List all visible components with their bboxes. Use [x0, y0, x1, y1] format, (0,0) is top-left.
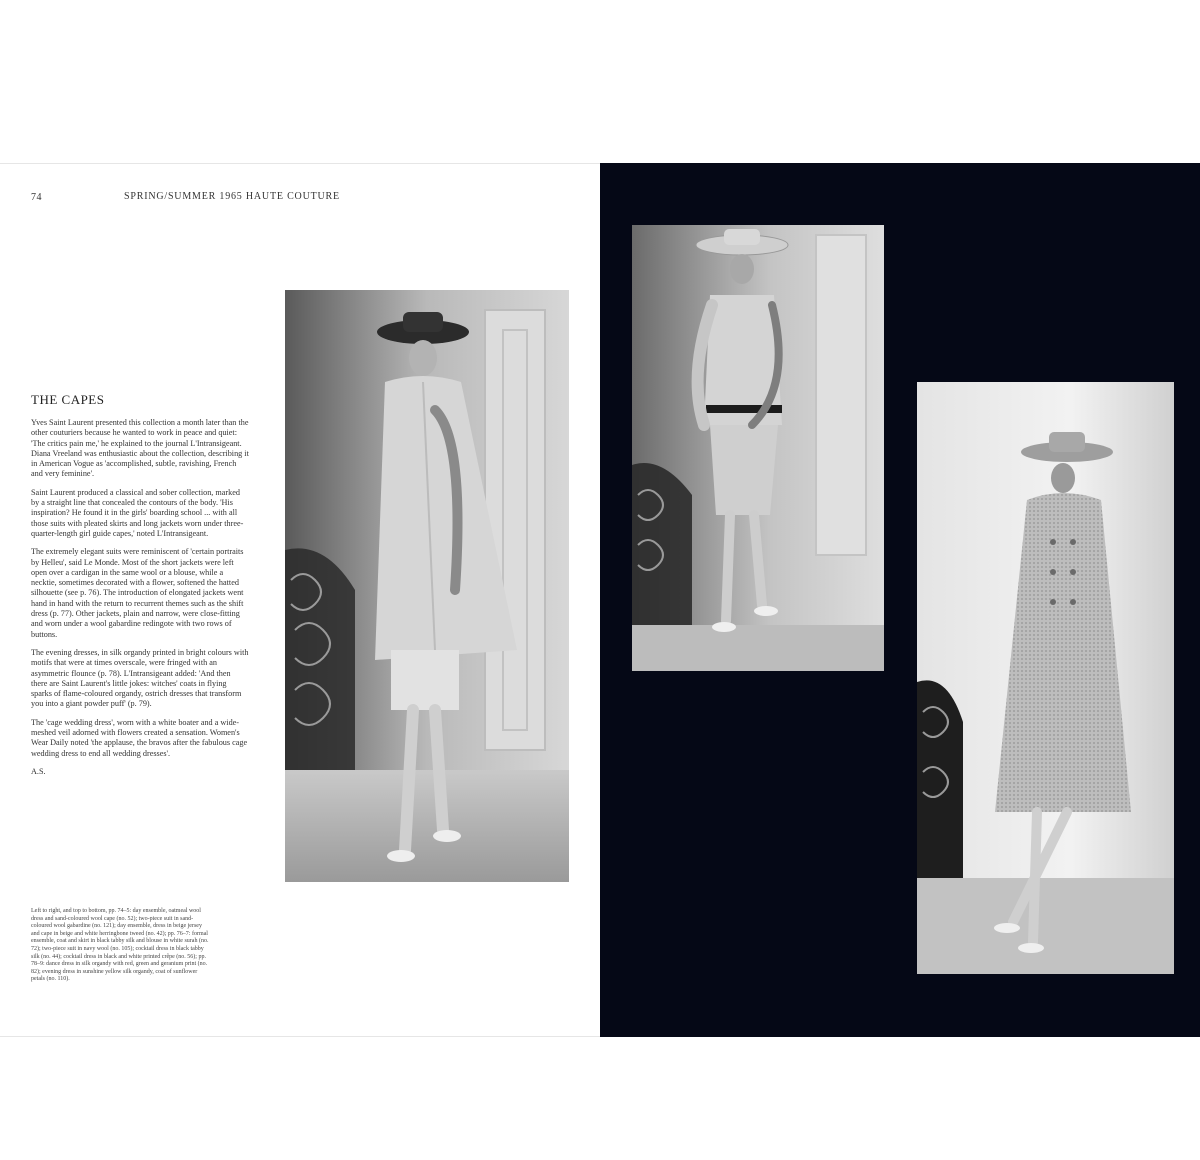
article-paragraph: The extremely elegant suits were reminiscent of 'certain portraits by Helleu', said Le Monde. Most of the short jackets were left open over a cardigan in the same wool or a blouse, while a necktie, sometimes decorated with a flower, softened the hatted silhouette (see p. 76). The introduction of elongated jackets went hand in hand with the return to recurrent themes such as the shift dress (p. 77). Other jackets, plain and narrow, were close-fitting and worn under a wool gabardine redingote with two rows of buttons.	[31, 547, 244, 639]
section-title: THE CAPES	[31, 392, 105, 407]
article-paragraph: The 'cage wedding dress', worn with a white boater and a wide-meshed veil adorned with flowers created a sensation. Women's Wear Daily noted 'the applause, the bravos after the fabulous cage wedding dress to end all wedding dresses'.	[31, 717, 248, 758]
left-page	[0, 163, 600, 1037]
photo-tweed-cape	[917, 382, 1174, 974]
article-body	[31, 418, 249, 777]
running-head: SPRING/SUMMER 1965 HAUTE COUTURE	[124, 191, 340, 202]
book-spread	[0, 163, 1200, 1037]
page-number: 74	[31, 192, 42, 203]
article-paragraph: The evening dresses, in silk organdy printed in bright colours with motifs that were at times overscale, were fringed with an asymmetric flounce (p. 78). L'Intransigeant added: 'And then there are Saint Laurent's little jokes: witches' coats in flying sparks of flame-coloured organdy, ostrich dresses that transform you into a giant powder puff' (p. 79).	[31, 647, 249, 709]
cape-ensemble-photo-illustration	[285, 290, 569, 882]
article-paragraph: Saint Laurent produced a classical and sober collection, marked by a straight line that concealed the contours of the body. 'His inspiration? He found it in the girls' boarding school ... with all those suits with pleated skirts and long jackets worn under three-quarter-length girl guide capes,' noted L'Intransigeant.	[31, 487, 244, 538]
article-paragraph: Yves Saint Laurent presented this collection a month later than the other couturiers because he wanted to work in peace and quiet: 'The critics pain me,' he explained to the journal L'Intransigeant. Diana Vreeland was enthusiastic about the collection, describing it in American Vogue as 'accomplished, subtle, ravishing, French and very feminine'.	[31, 418, 249, 479]
author-signature: A.S.	[31, 766, 46, 776]
photo-cape-ensemble	[285, 290, 569, 882]
belted-suit-photo-illustration	[632, 225, 884, 671]
tweed-cape-photo-illustration	[917, 382, 1174, 974]
photo-belted-suit	[632, 225, 884, 671]
photo-caption: Left to right, and top to bottom, pp. 74–5: day ensemble, oatmeal wool dress and sand-coloured wool cape (no. 52); two-piece suit in sand-coloured wool gabardine (no. 121); day ensemble, dress in beige jersey and cape in beige and white herringbone tweed (no. 42); pp. 76–7: formal ensemble, coat and skirt in black tabby silk and blouse in white surah (no. 72); two-piece suit in navy wool (no. 105); cocktail dress in black tabby silk (no. 44); cocktail dress in black and white printed crêpe (no. 56); pp. 78–9: dance dress in silk organdy with red, green and geranium print (no. 82); evening dress in sunshine yellow silk organdy, coat of sunflower petals (no. 110).	[31, 908, 209, 983]
